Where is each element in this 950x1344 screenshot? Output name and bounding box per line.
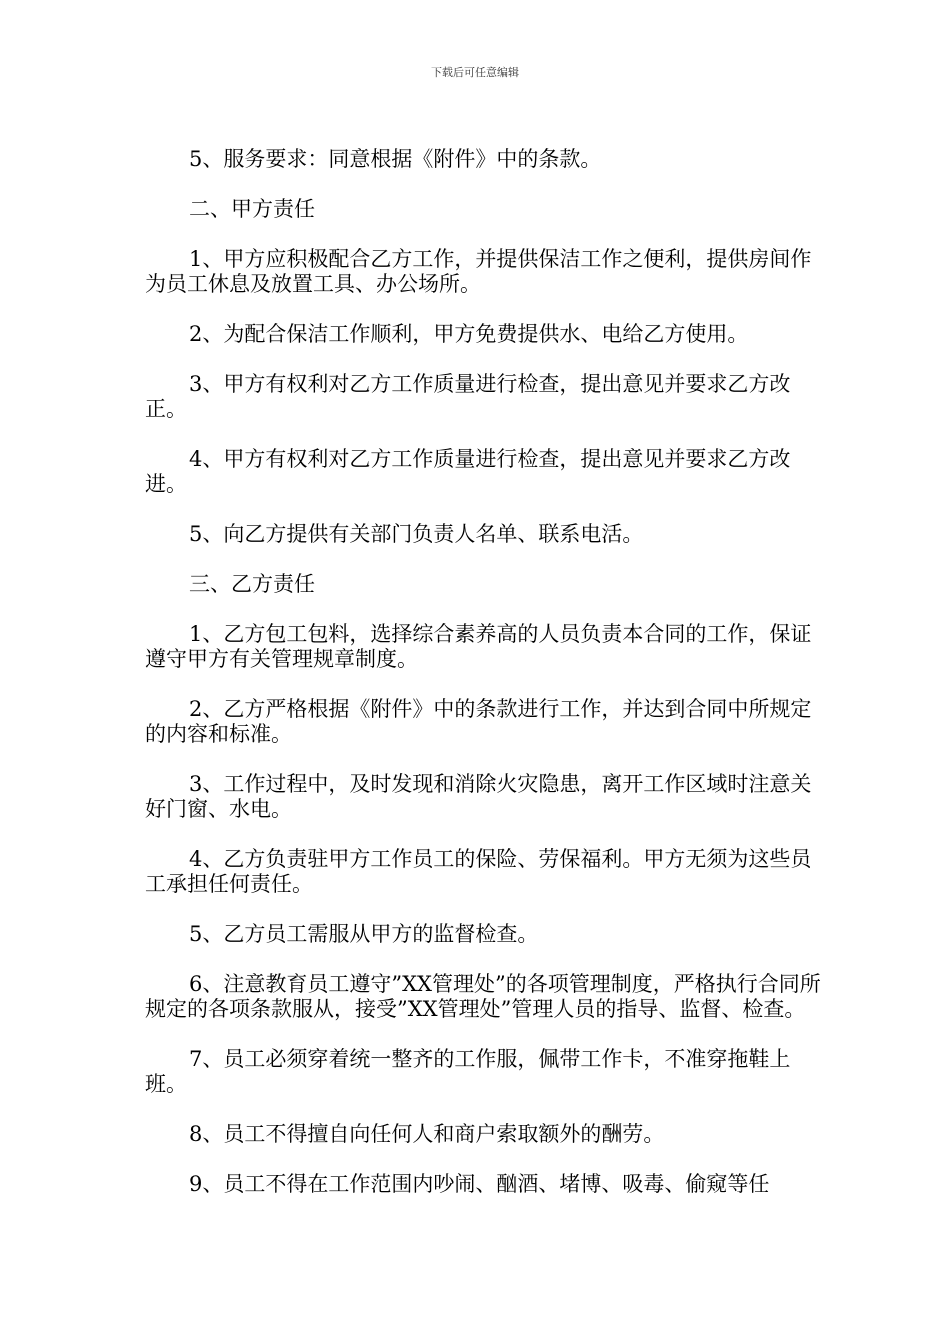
paragraph-a-4: 4、甲方有权利对乙方工作质量进行检查，提出意见并要求乙方改进。 xyxy=(145,447,791,496)
paragraph-a-3: 3、甲方有权利对乙方工作质量进行检查，提出意见并要求乙方改正。 xyxy=(145,372,791,421)
paragraph-b-3: 3、工作过程中，及时发现和消除火灾隐患，离开工作区域时注意关好门窗、水电。 xyxy=(145,772,812,821)
paragraph-a-5: 5、向乙方提供有关部门负责人名单、联系电活。 xyxy=(189,522,644,546)
paragraph-b-7: 7、员工必须穿着统一整齐的工作服，佩带工作卡，不准穿拖鞋上班。 xyxy=(145,1047,791,1096)
section-heading-party-b: 三、乙方责任 xyxy=(189,572,315,596)
paragraph-service-requirements: 5、服务要求：同意根据《附件》中的条款。 xyxy=(189,147,602,171)
paragraph-a-2: 2、为配合保洁工作顺利，甲方免费提供水、电给乙方使用。 xyxy=(189,322,749,346)
paragraph-b-2: 2、乙方严格根据《附件》中的条款进行工作，并达到合同中所规定的内容和标准。 xyxy=(145,697,812,746)
document-body xyxy=(145,147,825,1222)
paragraph-b-1: 1、乙方包工包料，选择综合素养高的人员负责本合同的工作，保证遵守甲方有关管理规章制度。 xyxy=(145,622,812,671)
paragraph-a-1: 1、甲方应积极配合乙方工作，并提供保洁工作之便利，提供房间作为员工休息及放置工具、办公场所。 xyxy=(145,247,812,296)
page-header: 下载后可任意编辑 xyxy=(431,66,519,79)
paragraph-b-9: 9、员工不得在工作范围内吵闹、酗酒、堵博、吸毒、偷窥等任 xyxy=(189,1172,770,1196)
paragraph-b-8: 8、员工不得擅自向任何人和商户索取额外的酬劳。 xyxy=(189,1122,665,1146)
paragraph-b-4: 4、乙方负责驻甲方工作员工的保险、劳保福利。甲方无须为这些员工承担任何责任。 xyxy=(145,847,812,896)
section-heading-party-a: 二、甲方责任 xyxy=(189,197,315,221)
paragraph-b-6: 6、注意教育员工遵守”XX管理处”的各项管理制度，严格执行合同所规定的各项条款服从，接受”XX管理处”管理人员的指导、监督、检查。 xyxy=(145,972,821,1021)
paragraph-b-5: 5、乙方员工需服从甲方的监督检查。 xyxy=(189,922,539,946)
